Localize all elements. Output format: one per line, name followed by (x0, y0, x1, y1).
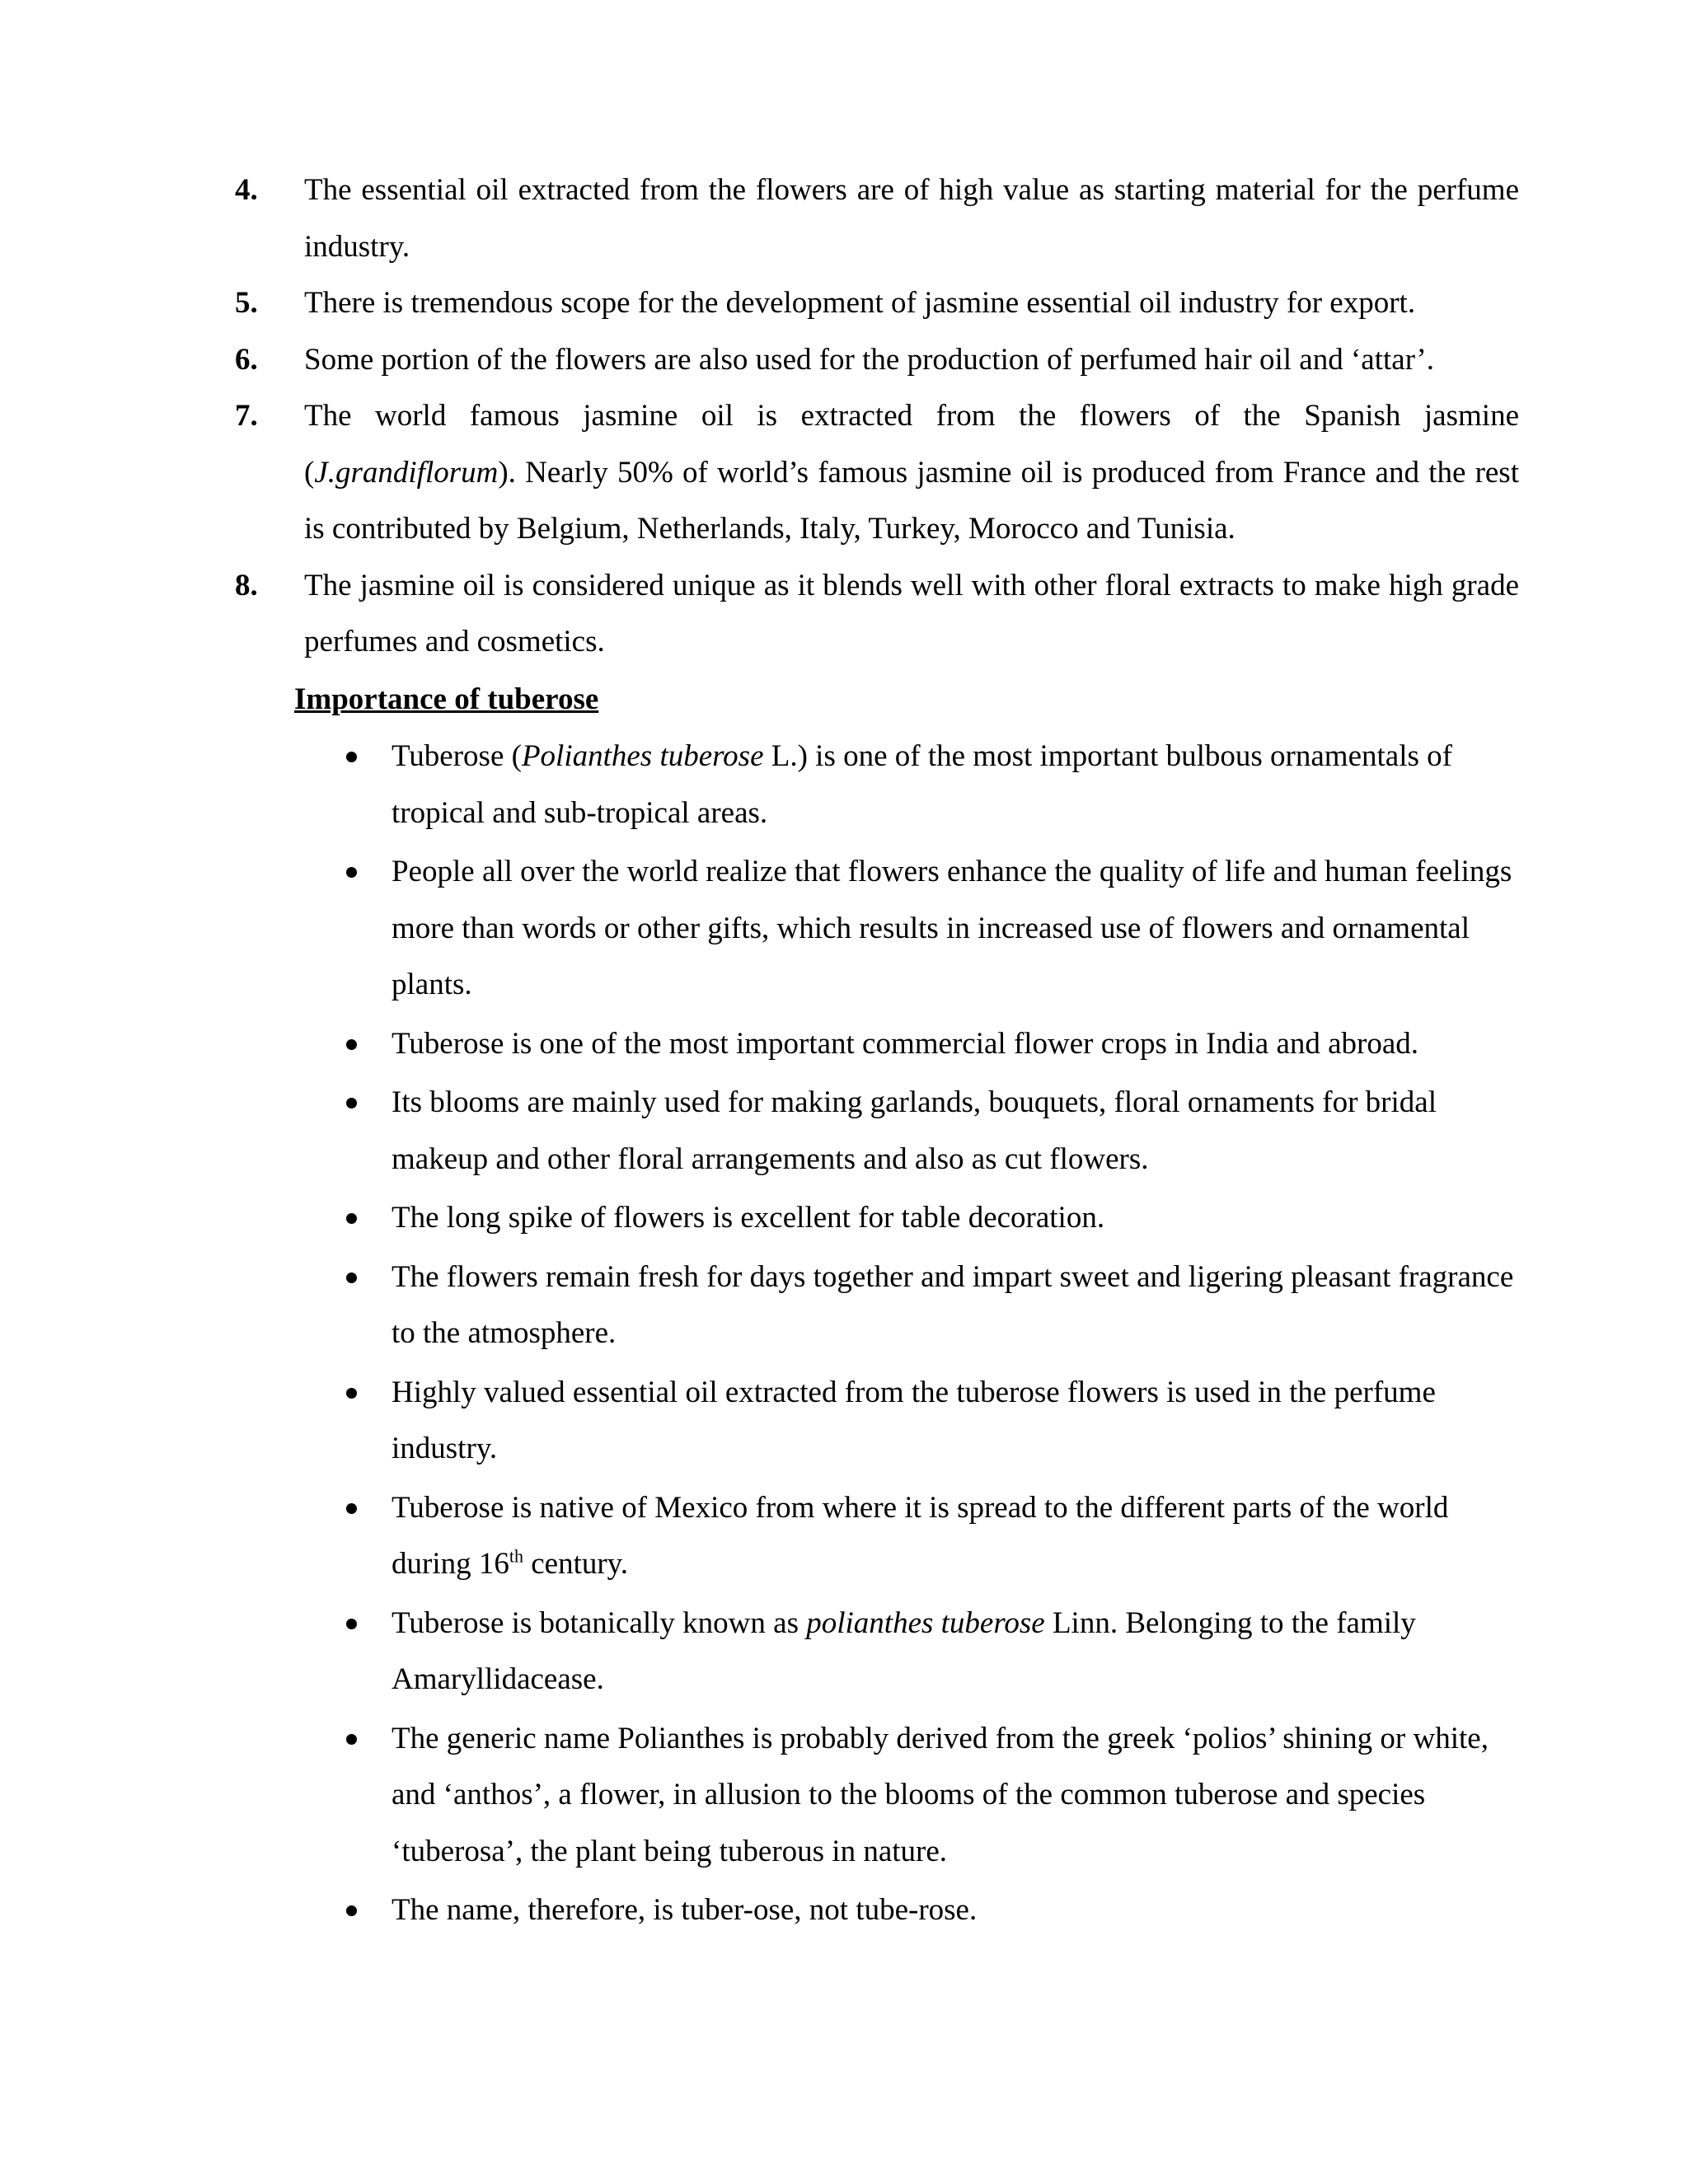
bullet-item (346, 1190, 1517, 1247)
item-text: The essential oil extracted from the flowers are of high value as starting material for the perfume industry. (304, 173, 1519, 264)
item-text-part: The world famous jasmine oil is extracted from the flowers of the Spanish jasmine ( (304, 399, 1519, 490)
numbered-item-8 (235, 558, 1519, 671)
bullet-icon (346, 1734, 357, 1745)
bullet-item (346, 1596, 1517, 1708)
bullet-text: The name, therefore, is tuber-ose, not tube-rose. (392, 1893, 978, 1927)
bullet-item (346, 1249, 1517, 1362)
bullet-text: Tuberose is one of the most important commercial flower crops in India and abroad. (392, 1026, 1419, 1061)
bullet-item (346, 1016, 1517, 1073)
item-number: 4. (235, 173, 258, 207)
species-name: Polianthes tuberose (521, 739, 764, 773)
item-text-part: ). Nearly 50% of world’s famous jasmine oil is produced from France and the rest is contributed by Belgium, Netherlands, Italy, Turkey, Morocco and Tunisia. (304, 455, 1519, 546)
bullet-item (346, 1480, 1517, 1593)
item-number: 8. (235, 568, 258, 602)
bullet-icon (346, 1098, 357, 1108)
item-number: 6. (235, 342, 258, 377)
bullet-text-part: Tuberose ( (392, 739, 522, 773)
bullet-item (346, 1711, 1517, 1881)
bullet-icon (346, 1388, 357, 1399)
bullet-text: The flowers remain fresh for days together and impart sweet and ligering pleasant fragrance to the atmosphere. (392, 1259, 1514, 1350)
item-number: 5. (235, 286, 258, 320)
bullet-text-part: Tuberose is botanically known as (392, 1605, 807, 1640)
bullet-icon (346, 1272, 357, 1283)
bullet-icon (346, 752, 357, 762)
bullet-icon (346, 1503, 357, 1514)
bullet-text-part: Tuberose is native of Mexico from where it is spread to the different parts of the world during 16 (392, 1490, 1449, 1581)
bullet-icon (346, 867, 357, 878)
bullet-item (346, 844, 1517, 1014)
numbered-list (235, 162, 1519, 671)
item-text: There is tremendous scope for the development of jasmine essential oil industry for export. (304, 286, 1416, 320)
numbered-item-4 (235, 162, 1519, 275)
item-text: The jasmine oil is considered unique as it blends well with other floral extracts to make high grade perfumes and cosmetics. (304, 568, 1519, 658)
species-name: J.grandiflorum (314, 455, 499, 490)
item-text: Some portion of the flowers are also used for the production of perfumed hair oil and ‘attar’. (304, 342, 1434, 377)
bullet-icon (346, 1619, 357, 1629)
numbered-item-7 (235, 388, 1519, 558)
section-heading: Importance of tuberose (294, 682, 599, 716)
bullet-list (346, 729, 1517, 1942)
bullet-item (346, 1882, 1517, 1939)
bullet-item (346, 1075, 1517, 1188)
bullet-icon (346, 1905, 357, 1916)
bullet-text: The generic name Polianthes is probably derived from the greek ‘polios’ shining or white, and ‘anthos’, a flower, in allusion to the blooms of the common tuberose and species ‘tuberosa’, the plant being tuberous in nature. (392, 1721, 1489, 1868)
bullet-text-part: L.) is one of the most important bulbous ornamentals of tropical and sub-tropical areas. (392, 739, 1452, 830)
bullet-text-part: century. (523, 1547, 629, 1581)
species-name: polianthes tuberose (806, 1605, 1045, 1640)
bullet-text-part: Linn. Belonging to the family Amaryllidacease. (392, 1605, 1416, 1696)
item-number: 7. (235, 399, 258, 433)
item-text (304, 388, 1519, 558)
bullet-item (346, 1365, 1517, 1478)
bullet-text: Its blooms are mainly used for making garlands, bouquets, floral ornaments for bridal makeup and other floral arrangements and also as cut flowers. (392, 1085, 1437, 1176)
bullet-icon (346, 1039, 357, 1050)
bullet-icon (346, 1213, 357, 1224)
bullet-text: People all over the world realize that flowers enhance the quality of life and human feelings more than words or other gifts, which results in increased use of flowers and ornamental plants. (392, 855, 1512, 1001)
bullet-item (346, 729, 1517, 841)
superscript: th (509, 1545, 523, 1567)
bullet-text: Highly valued essential oil extracted from the tuberose flowers is used in the perfume industry. (392, 1375, 1436, 1465)
numbered-item-6 (235, 332, 1519, 389)
numbered-item-5 (235, 275, 1519, 332)
bullet-text: The long spike of flowers is excellent for table decoration. (392, 1201, 1105, 1235)
